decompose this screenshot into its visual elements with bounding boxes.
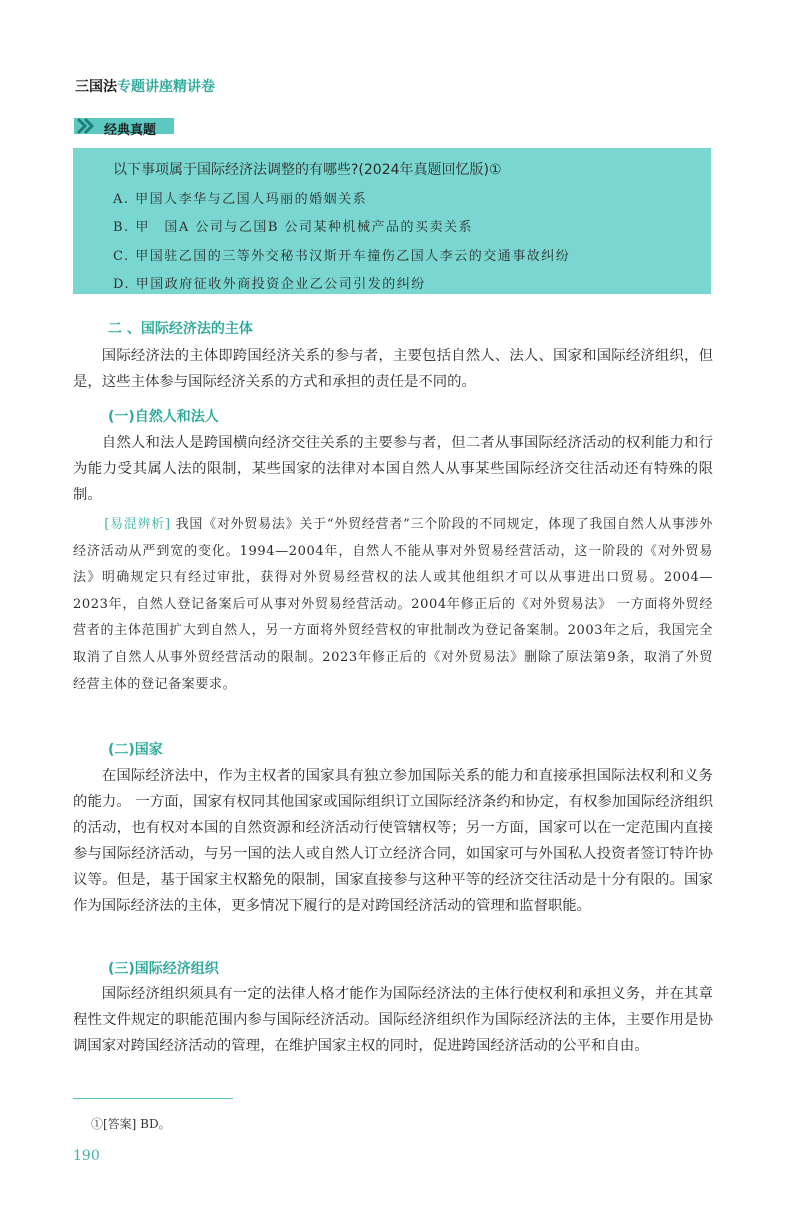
section-tag-label: 经典真题 <box>104 123 157 138</box>
subsection-text-1: 自然人和法人是跨国横向经济交往关系的主要参与者，但二者从事国际经济活动的权利能力和行为能力受其属人法的限制，某些国家的法律对本国自然人从事某些国际经济交往活动还有特殊的限制。 <box>73 435 713 503</box>
header-book-title: 三国法 <box>75 79 117 95</box>
footnote: ①[答案] BD。 <box>91 1117 171 1131</box>
section-intro: 国际经济法的主体即跨国经济关系的参与者，主要包括自然人、法人、国家和国际经济组织，但是，这些主体参与国际经济关系的方式和承担的责任是不同的。 <box>73 348 713 390</box>
note-tag: [易混辨析] <box>104 517 171 532</box>
page-number: 190 <box>73 1148 100 1164</box>
footnote-divider <box>73 1098 233 1099</box>
confusion-note <box>73 512 713 698</box>
subsection-heading-2: (二)国家 <box>108 742 163 758</box>
double-chevron-icon <box>76 116 96 136</box>
subsection-text-2: 在国际经济法中，作为主权者的国家具有独立参加国际关系的能力和直接承担国际法权利和义务的能力。 一方面，国家有权同其他国家或国际组织订立国际经济条约和协定，有权参加国际经济组织的活动，也有权对本国的自然资源和经济活动行使管辖权等；另一方面，国家可以在一定范围内直接参与国际经济活动，与另一国的法人或自然人订立经济合同，如国家可与外国私人投资者签订特许协议等。但是，基于国家主权豁免的限制，国家直接参与这种平等的经济交往活动是十分有限的。国家作为国际经济法的主体，更多情况下履行的是对跨国经济活动的管理和监督职能。 <box>73 768 713 914</box>
question-option-b: B. 甲 国A 公司与乙国B 公司某种机械产品的买卖关系 <box>113 220 474 235</box>
question-stem: 以下事项属于国际经济法调整的有哪些?(2024年真题回忆版)① <box>113 162 502 178</box>
running-header <box>75 76 215 96</box>
question-option-a: A. 甲国人李华与乙国人玛丽的婚姻关系 <box>113 192 368 207</box>
section-tag <box>74 111 174 138</box>
header-volume-title: 专题讲座精讲卷 <box>117 79 215 95</box>
question-option-d: D. 甲国政府征收外商投资企业乙公司引发的纠纷 <box>113 277 426 292</box>
subsection-heading-1: (一)自然人和法人 <box>108 409 219 425</box>
subsection-heading-3: (三)国际经济组织 <box>108 961 219 977</box>
question-option-c: C. 甲国驻乙国的三等外交秘书汉斯开车撞伤乙国人李云的交通事故纠纷 <box>113 249 571 264</box>
note-text: 我国《对外贸易法》关于“外贸经营者”三个阶段的不同规定，体现了我国自然人从事涉外经济活动从严到宽的变化。1994—2004年，自然人不能从事对外贸易经营活动，这一阶段的《对外贸易法》明确规定只有经过审批，获得对外贸易经营权的法人或其他组织才可以从事进出口贸易。2004—2023年，自然人登记备案后可从事对外贸易经营活动。2004年修正后的《对外贸易法》 一方面将外贸经营者的主体范围扩大到自然人，另一方面将外贸经营权的审批制改为登记备案制。2003年之后，我国完全取消了自然人从事外贸经营活动的限制。2023年修正后的《对外贸易法》删除了原法第9条，取消了外贸经营主体的登记备案要求。 <box>73 517 713 692</box>
subsection-text-3: 国际经济组织须具有一定的法律人格才能作为国际经济法的主体行使权利和承担义务，并在其章程性文件规定的职能范围内参与国际经济活动。国际经济组织作为国际经济法的主体，主要作用是协调国家对跨国经济活动的管理，在维护国家主权的同时，促进跨国经济活动的公平和自由。 <box>73 986 713 1054</box>
question-box <box>73 148 711 294</box>
section-heading: 二 、国际经济法的主体 <box>108 321 253 337</box>
